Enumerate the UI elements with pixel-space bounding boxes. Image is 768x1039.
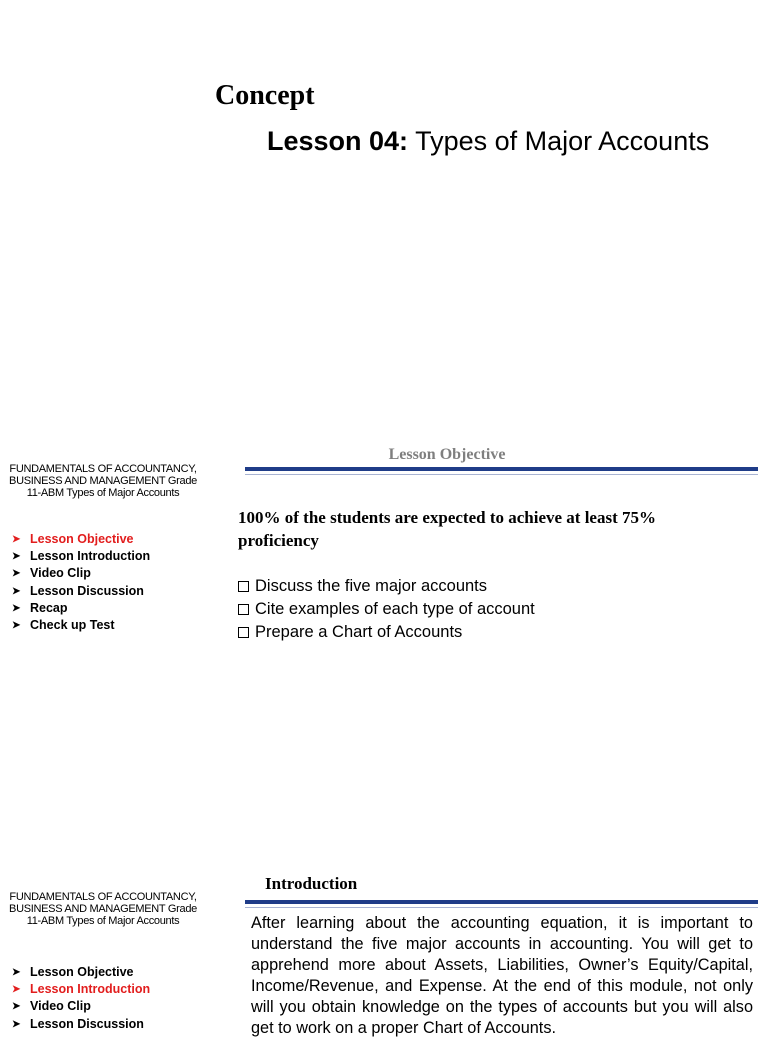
nav-item-lesson-objective[interactable] — [12, 964, 150, 981]
nav-item-label: Video Clip — [30, 566, 91, 581]
nav-item-label: Lesson Discussion — [30, 583, 144, 598]
nav-item-label: Check up Test — [30, 618, 115, 633]
objective-text: Prepare a Chart of Accounts — [255, 623, 463, 641]
nav-item-recap[interactable] — [12, 600, 150, 617]
nav-item-lesson-discussion[interactable] — [12, 1016, 150, 1033]
nav-item-label: Lesson Discussion — [30, 1016, 144, 1031]
nav-item-label: Recap — [30, 600, 68, 615]
header-rule-thin — [245, 474, 758, 475]
arrow-bullet-icon: ➤ — [12, 620, 21, 632]
nav-item-lesson-discussion[interactable] — [12, 583, 150, 600]
nav-item-lesson-introduction[interactable] — [12, 548, 150, 565]
lesson-number: Lesson 04: — [267, 126, 409, 156]
arrow-bullet-icon: ➤ — [12, 568, 21, 580]
objective-header: Lesson Objective — [388, 446, 506, 463]
nav-item-label: Lesson Introduction — [30, 982, 151, 997]
header-rule — [245, 467, 758, 471]
objective-text: Discuss the five major accounts — [255, 577, 488, 595]
arrow-bullet-icon: ➤ — [12, 984, 21, 996]
objective-text: Cite examples of each type of account — [255, 600, 535, 618]
arrow-bullet-icon: ➤ — [12, 1001, 21, 1013]
course-title: FUNDAMENTALS OF ACCOUNTANCY, BUSINESS AND MANAGEMENT Grade 11-ABM Types of Major Accounts — [9, 463, 197, 499]
arrow-bullet-icon: ➤ — [12, 602, 21, 614]
checkbox-icon — [238, 581, 249, 592]
objective-item — [238, 598, 535, 621]
concept-heading: Concept — [215, 80, 315, 111]
course-title: FUNDAMENTALS OF ACCOUNTANCY, BUSINESS AND MANAGEMENT Grade 11-ABM Types of Major Accounts — [9, 891, 197, 927]
nav-item-label: Lesson Objective — [30, 965, 134, 979]
nav-item-label: Video Clip — [30, 999, 91, 1014]
nav-item-video-clip[interactable] — [12, 565, 150, 582]
arrow-bullet-icon: ➤ — [12, 1018, 21, 1030]
arrow-bullet-icon: ➤ — [12, 534, 21, 545]
checkbox-icon — [238, 604, 249, 615]
objective-list — [238, 575, 535, 644]
nav-item-label: Lesson Introduction — [30, 549, 151, 564]
introduction-body: After learning about the accounting equation, it is important to understand the five major accounts in accounting. You will get to apprehend more about Assets, Liabilities, Owner’s Equity/Capital, Income/Revenue, and Expense. At the end of this module, not only will you obtain knowledge on the types of accounts but you will also get to work on a proper Chart of Accounts. — [251, 914, 753, 1037]
arrow-bullet-icon: ➤ — [12, 585, 21, 597]
arrow-bullet-icon: ➤ — [12, 967, 21, 978]
lesson-title — [267, 126, 709, 157]
arrow-bullet-icon: ➤ — [12, 551, 21, 563]
nav-item-check-up-test[interactable] — [12, 617, 150, 634]
objective-item — [238, 575, 535, 598]
header-rule-thin — [245, 907, 758, 908]
lesson-nav — [12, 531, 150, 634]
nav-item-video-clip[interactable] — [12, 998, 150, 1015]
header-rule — [245, 900, 758, 904]
lesson-name: Types of Major Accounts — [415, 126, 710, 156]
checkbox-icon — [238, 627, 249, 638]
nav-item-label: Lesson Objective — [30, 532, 134, 546]
nav-item-lesson-objective[interactable] — [12, 531, 150, 548]
nav-item-lesson-introduction[interactable] — [12, 981, 150, 998]
lesson-nav — [12, 964, 150, 1033]
objective-item — [238, 621, 535, 644]
objective-statement: 100% of the students are expected to achieve at least 75% proficiency — [238, 508, 657, 550]
introduction-header: Introduction — [265, 874, 358, 893]
